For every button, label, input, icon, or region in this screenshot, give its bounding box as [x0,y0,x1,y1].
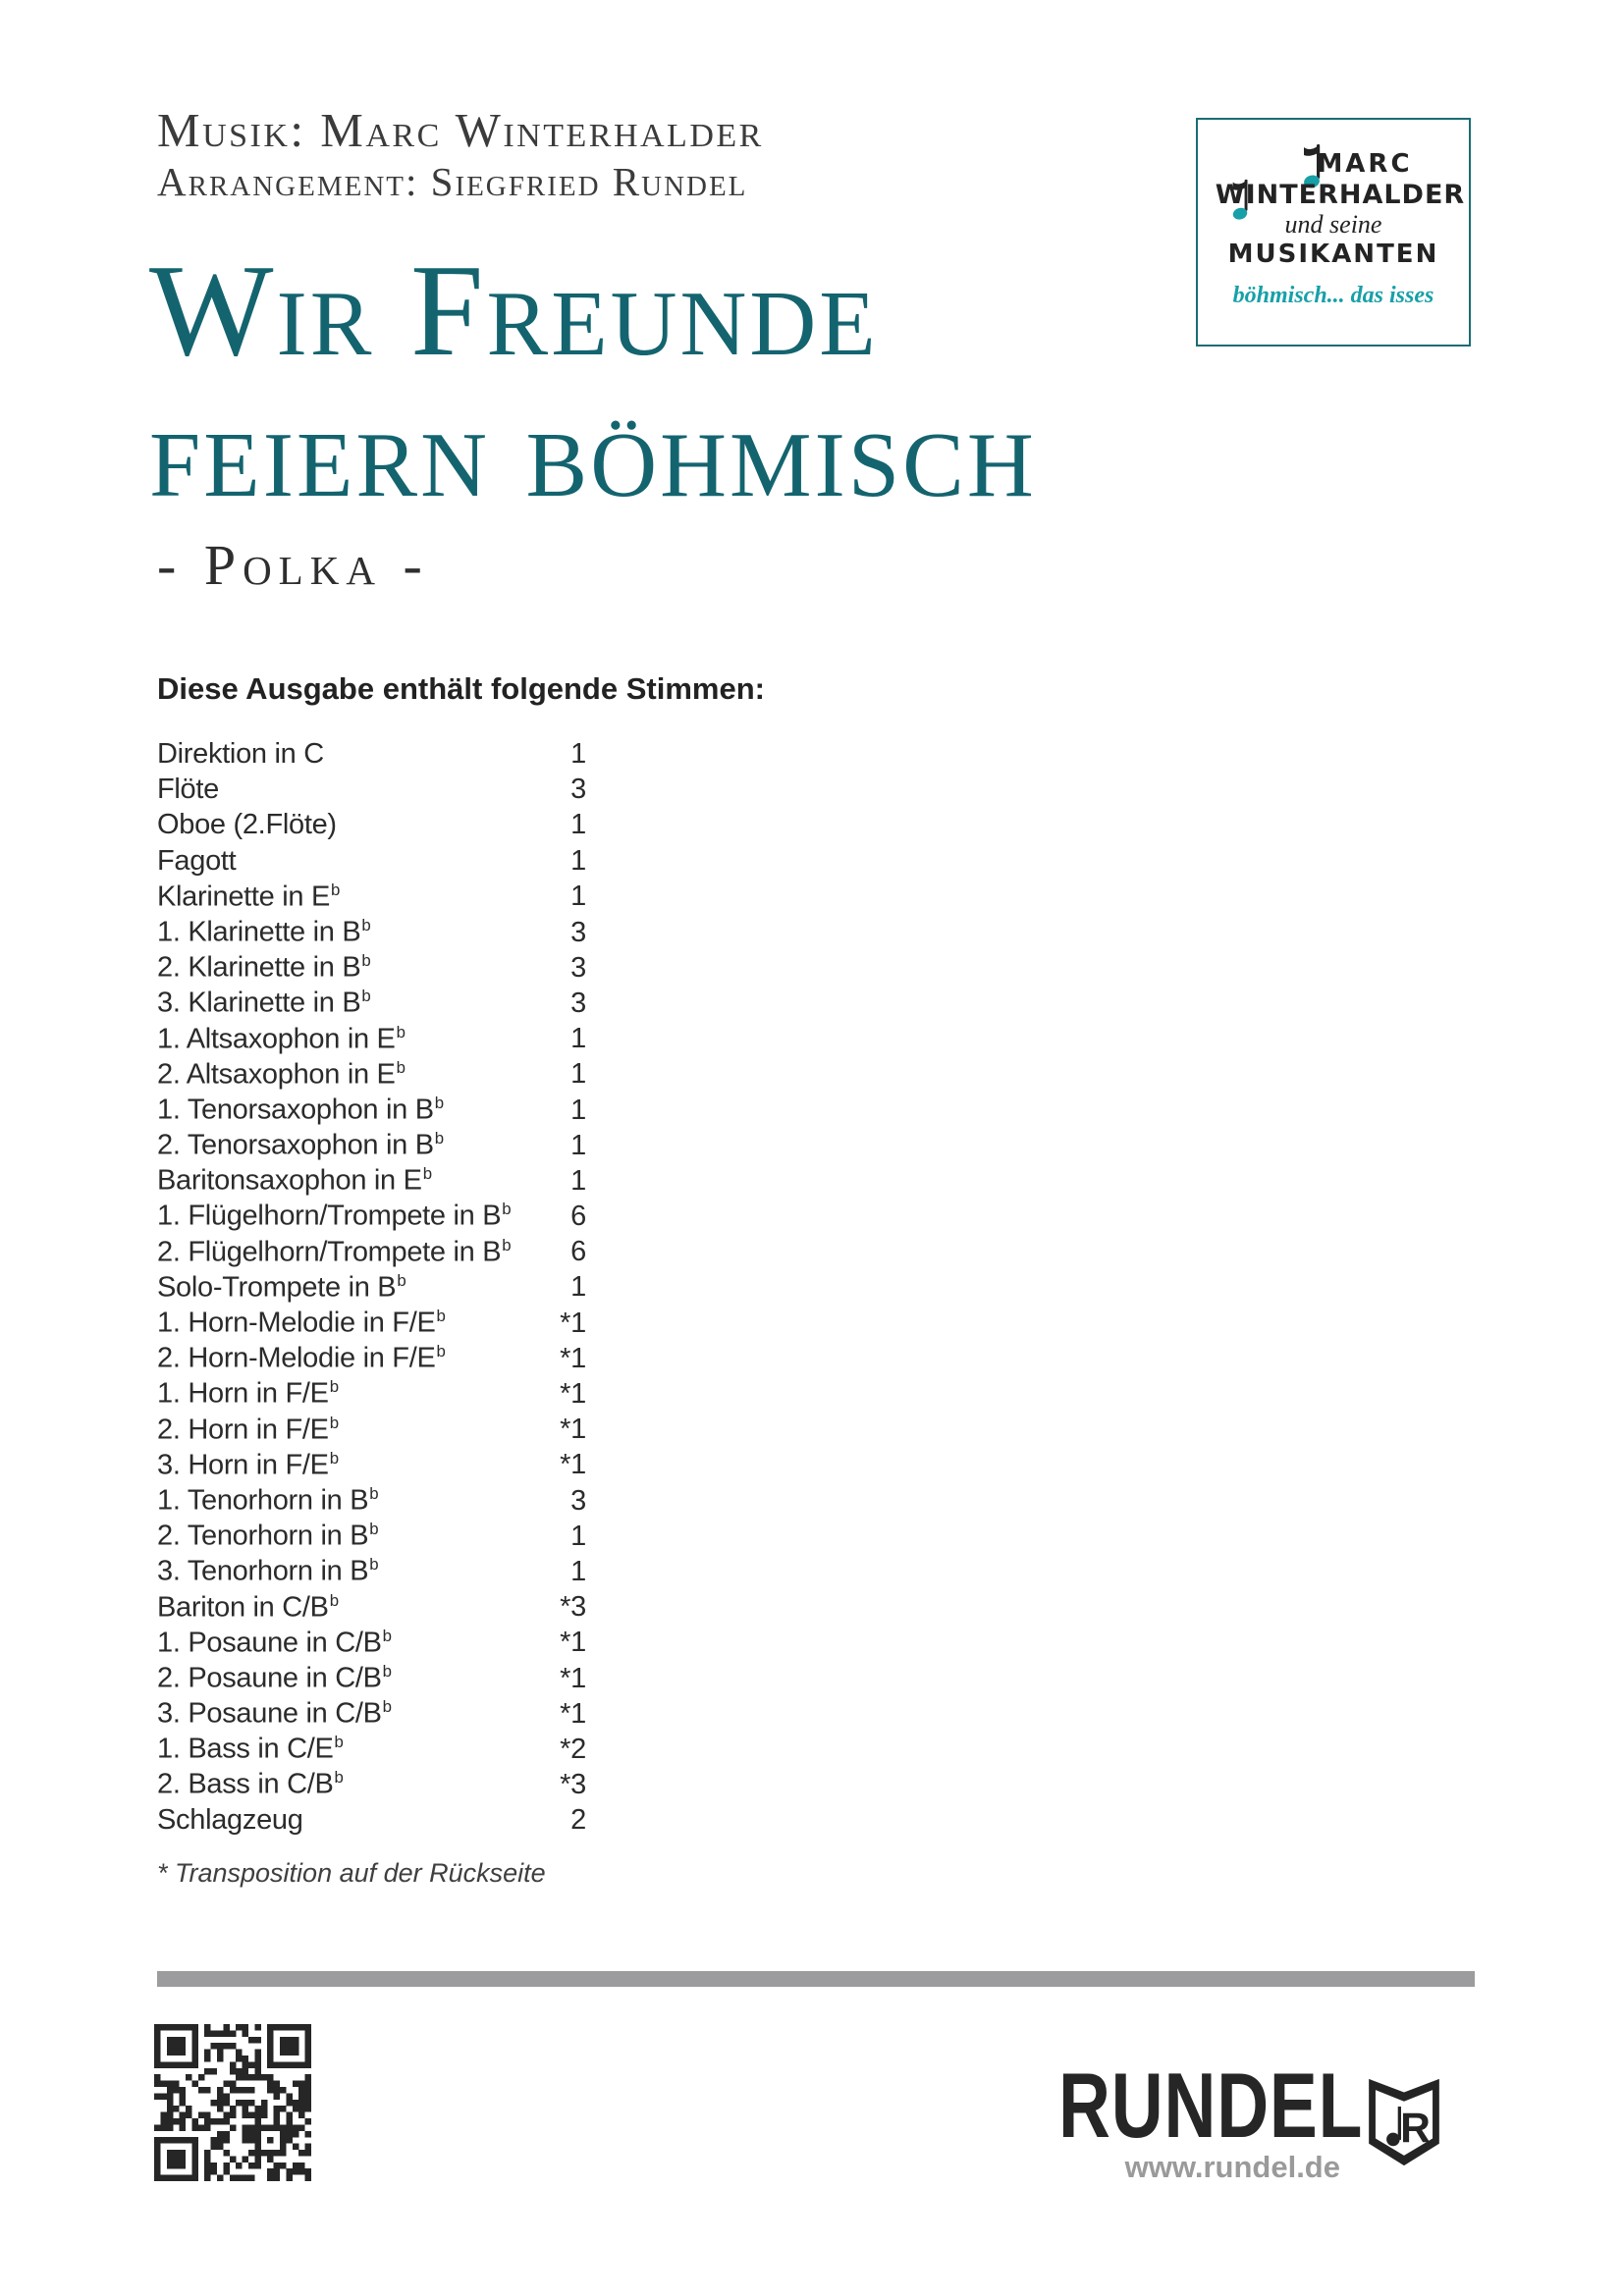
part-count: 1 [570,1164,586,1197]
part-row [157,1094,586,1129]
part-row [157,1058,586,1094]
flat-symbol: b [329,1413,339,1432]
part-row [157,1023,586,1058]
part-row [157,1377,586,1413]
part-name: Flöte [157,774,219,806]
flat-symbol: b [361,915,371,934]
part-row [157,1733,586,1768]
part-count: *1 [560,1307,586,1339]
part-row [157,809,586,844]
flat-symbol: b [329,1590,339,1610]
transposition-footnote: * Transposition auf der Rückseite [157,1858,546,1888]
part-row [157,1271,586,1307]
flat-symbol: b [331,880,341,899]
badge-connector: und seine [1284,210,1382,239]
part-name: 2. Posaune in $C/B^b$ [157,1661,392,1694]
part-row [157,774,586,809]
part-count: *3 [560,1769,586,1801]
part-row [157,1520,586,1555]
flat-symbol: b [436,1342,446,1362]
part-count: 1 [570,844,586,877]
part-name: 2. Bass in $C/B^b$ [157,1768,344,1801]
part-row [157,738,586,774]
part-count: *1 [560,1627,586,1659]
footer-divider-bar [157,1971,1475,1987]
publisher-website: www.rundel.de [1124,2150,1340,2184]
flat-symbol: b [397,1270,406,1290]
svg-text:R: R [1400,2104,1431,2152]
part-count: 1 [570,1058,586,1091]
part-row [157,1449,586,1484]
part-name: 3. Tenorhorn in $B^b$ [157,1555,379,1587]
part-count: *2 [560,1733,586,1765]
page-title [149,240,1037,522]
part-name: 1. Flügelhorn/Trompete in $B^b$ [157,1200,512,1233]
part-name: 2. Horn-Melodie in $F/E^b$ [157,1342,446,1374]
part-name: 2. Altsaxophon in $E^b$ [157,1057,406,1091]
flat-symbol: b [382,1626,392,1645]
artist-logo-badge [1196,118,1471,347]
flat-symbol: b [369,1483,379,1503]
part-count: 3 [570,987,586,1019]
flat-symbol: b [502,1200,512,1219]
part-row [157,1627,586,1662]
part-name: 1. Posaune in $C/B^b$ [157,1626,392,1659]
publisher-logo-text: RUNDEL [1058,2054,1364,2157]
part-row [157,1484,586,1520]
part-name: Oboe (2.Flöte) [157,809,337,841]
part-name: 2. Horn in $F/E^b$ [157,1413,339,1446]
part-row [157,951,586,987]
title-line-1: Wir Freunde [149,238,879,383]
flat-symbol: b [369,1555,379,1575]
part-count: 3 [570,951,586,984]
flat-symbol: b [361,987,371,1006]
part-name: 1. Bass in $C/E^b$ [157,1733,344,1765]
music-credit: Musik: Marc Winterhalder [157,103,764,157]
parts-list [157,738,586,1840]
flat-symbol: b [502,1235,512,1255]
part-row [157,1129,586,1164]
flat-symbol: b [422,1164,432,1184]
part-name: Fagott [157,844,237,877]
part-name: 2. Tenorsaxophon in $B^b$ [157,1129,444,1161]
part-name: Direktion in C [157,738,324,770]
part-row [157,1200,586,1235]
part-row [157,881,586,916]
part-name: 1. Tenorsaxophon in $B^b$ [157,1093,444,1126]
part-count: *1 [560,1697,586,1730]
part-count: 1 [570,1094,586,1126]
flat-symbol: b [329,1448,339,1468]
subtitle-genre: - Polka - [157,533,429,597]
part-count: 3 [570,916,586,948]
part-row [157,1342,586,1377]
part-name: 1. Klarinette in $B^b$ [157,915,371,948]
badge-group: MUSIKANTEN [1227,240,1439,269]
part-count: 2 [570,1803,586,1836]
flat-symbol: b [382,1697,392,1717]
flat-symbol: b [396,1022,406,1041]
part-name: 3. Horn in $F/E^b$ [157,1448,339,1481]
part-row [157,1414,586,1449]
part-row [157,987,586,1022]
part-count: *1 [560,1414,586,1446]
part-row [157,1236,586,1271]
part-row [157,1768,586,1803]
part-count: 3 [570,1484,586,1517]
flat-symbol: b [436,1307,446,1325]
part-count: 1 [570,738,586,770]
part-count: 1 [570,1555,586,1587]
flat-symbol: b [329,1377,339,1397]
badge-artist-last: WINTERHALDER [1215,180,1466,210]
part-name: 1. Horn-Melodie in $F/E^b$ [157,1307,446,1339]
credits-block [157,103,764,204]
part-count: 1 [570,809,586,841]
part-count: 1 [570,1520,586,1552]
badge-slogan: böhmisch... das isses [1232,283,1434,308]
flat-symbol: b [382,1661,392,1681]
part-row [157,1164,586,1200]
artist-logo-text [1198,120,1469,345]
flat-symbol: b [434,1129,444,1148]
qr-code [154,2024,311,2181]
part-name: 3. Posaune in $C/B^b$ [157,1697,392,1730]
part-row [157,916,586,951]
part-count: 1 [570,1023,586,1055]
part-count: 1 [570,881,586,913]
part-name: Klarinette in $E^b$ [157,880,341,913]
part-count: 3 [570,774,586,806]
parts-heading: Diese Ausgabe enthält folgende Stimmen: [157,671,765,706]
flat-symbol: b [334,1733,344,1752]
part-row [157,1697,586,1733]
part-name: 1. Horn in $F/E^b$ [157,1377,339,1411]
part-count: *3 [560,1591,586,1624]
publisher-logo-icon [1361,2077,1447,2167]
part-count: 1 [570,1129,586,1161]
flat-symbol: b [334,1768,344,1788]
part-row [157,1307,586,1342]
part-name: Bariton in $C/B^b$ [157,1590,339,1624]
part-row [157,1591,586,1627]
badge-artist-first: MARC [1317,149,1413,179]
part-count: *1 [560,1378,586,1411]
part-count: *1 [560,1662,586,1694]
part-name: 2. Tenorhorn in $B^b$ [157,1520,379,1552]
arrangement-credit: Arrangement: Siegfried Rundel [157,158,748,204]
flat-symbol: b [434,1093,444,1112]
part-row [157,1804,586,1840]
flat-symbol: b [369,1520,379,1539]
part-name: 1. Altsaxophon in $E^b$ [157,1022,406,1055]
flat-symbol: b [396,1057,406,1077]
part-row [157,1555,586,1590]
part-name: Solo-Trompete in $B^b$ [157,1270,406,1304]
part-row [157,1662,586,1697]
part-name: 3. Klarinette in $B^b$ [157,987,371,1019]
part-count: 1 [570,1271,586,1304]
part-name: 2. Klarinette in $B^b$ [157,951,371,984]
part-name: 1. Tenorhorn in $B^b$ [157,1483,379,1517]
part-name: 2. Flügelhorn/Trompete in $B^b$ [157,1235,512,1268]
part-count: 6 [570,1201,586,1233]
part-name: Baritonsaxophon in $E^b$ [157,1164,432,1197]
title-line-2: feiern böhmisch [149,379,1037,524]
part-row [157,845,586,881]
part-name: Schlagzeug [157,1803,303,1836]
flat-symbol: b [361,951,371,971]
part-count: *1 [560,1449,586,1481]
part-count: *1 [560,1342,586,1374]
part-count: 6 [570,1236,586,1268]
